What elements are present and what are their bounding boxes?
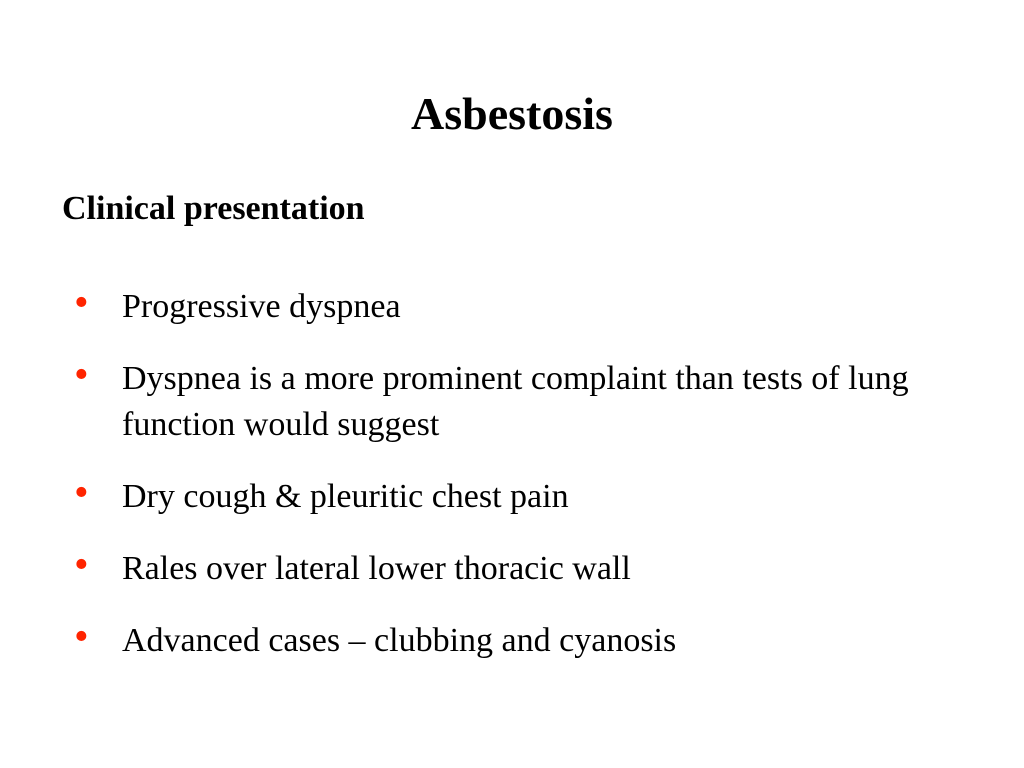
bullet-text: Progressive dyspnea — [122, 288, 401, 325]
bullet-icon: • — [74, 280, 89, 326]
bullet-icon: • — [74, 352, 89, 398]
bullet-text: Dyspnea is a more prominent complaint than tests of lung function would suggest — [122, 360, 909, 443]
bullet-icon: • — [74, 614, 89, 660]
slide-subtitle: Clinical presentation — [62, 190, 365, 227]
bullet-text: Rales over lateral lower thoracic wall — [122, 550, 631, 587]
bullet-item — [74, 280, 974, 330]
bullet-list — [74, 280, 974, 690]
bullet-icon: • — [74, 542, 89, 588]
bullet-item — [74, 542, 974, 592]
bullet-item — [74, 614, 974, 664]
bullet-text: Advanced cases – clubbing and cyanosis — [122, 622, 677, 659]
bullet-item — [74, 352, 974, 448]
bullet-item — [74, 470, 974, 520]
bullet-icon: • — [74, 470, 89, 516]
bullet-text: Dry cough & pleuritic chest pain — [122, 478, 569, 515]
slide-title: Asbestosis — [411, 88, 613, 139]
